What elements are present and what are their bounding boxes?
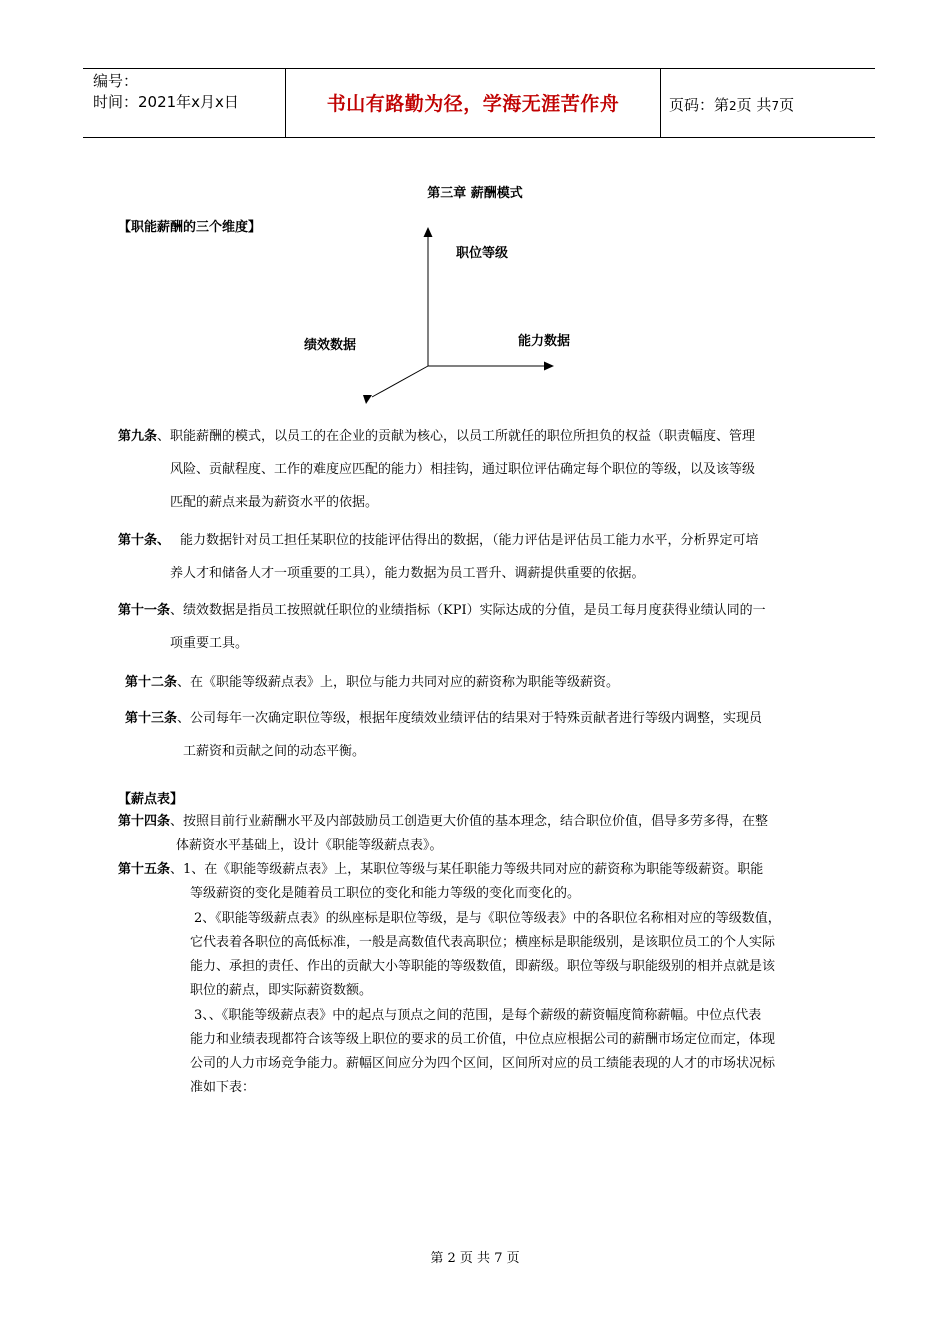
z-axis-arrow-icon (363, 395, 372, 404)
article-label: 第十二条 (125, 675, 178, 690)
article-text: 匹配的薪点来最为薪资水平的依据。 (170, 495, 379, 510)
article-label: 第十一条 (118, 603, 171, 618)
page-header (83, 68, 875, 138)
footer-page-number: 2 (447, 1251, 456, 1266)
article-label: 第十三条 (125, 711, 178, 726)
article-text: 风险、贡献程度、工作的难度应匹配的能力）相挂钩，通过职位评估确定每个职位的等级，以及该等级 (170, 462, 756, 477)
article-text: 养人才和储备人才一项重要的工具），能力数据为员工晋升、调薪提供重要的依据。 (170, 566, 645, 581)
time-label: 时间：2021年x月x日 (93, 93, 239, 111)
section-heading-salary-table: 【薪点表】 (118, 792, 184, 807)
footer-suffix: 页 (506, 1251, 520, 1266)
article-text: 能力数据针对员工担任某职位的技能评估得出的数据，（能力评估是评估员工能力水平，分析界定可培 (180, 533, 759, 548)
page-number: 2 (729, 99, 737, 113)
article-text: 、公司每年一次确定职位等级，根据年度绩效业绩评估的结果对于特殊贡献者进行等级内调整，实现员 (177, 711, 763, 726)
chapter-title: 第三章 薪酬模式 (427, 186, 523, 201)
page-prefix: 页码：第 (669, 96, 730, 114)
article-9 (118, 420, 755, 519)
article-15-item-3 (190, 1004, 775, 1100)
article-label: 第九条 (118, 429, 158, 444)
article-text: 能力和业绩表现都符合该等级上职位的要求的员工价值，中位点应根据公司的薪酬市场定位而定，体现 (190, 1032, 776, 1047)
article-text: 公司的人力市场竞争能力。薪幅区间应分为四个区间，区间所对应的员工绩能表现的人才的市场状况标 (190, 1056, 776, 1071)
z-axis-line (372, 366, 428, 397)
header-divider (660, 69, 661, 137)
y-axis-label: 职位等级 (456, 246, 509, 261)
article-text: 它代表着各职位的高低标准，一般是高数值代表高职位；横座标是职能级别，是该职位员工的个人实际 (190, 935, 776, 950)
article-text: 工薪资和贡献之间的动态平衡。 (183, 744, 366, 759)
section-heading-dimensions: 【职能薪酬的三个维度】 (118, 220, 262, 235)
article-text: 准如下表： (190, 1080, 256, 1095)
article-text: 等级薪资的变化是随着员工职位的变化和能力等级的变化而变化的。 (190, 886, 581, 901)
header-motto: 书山有路勤为径，学海无涯苦作舟 (326, 93, 620, 115)
header-page-indicator (669, 94, 794, 115)
footer-page-total: 7 (494, 1251, 503, 1266)
article-text: 能力、承担的责任、作出的贡献大小等职能的等级数值，即薪级。职位等级与职能级别的相并点就是该 (190, 959, 776, 974)
footer-mid: 页 共 (459, 1251, 491, 1266)
article-12 (125, 666, 619, 699)
page-suffix: 页 (779, 96, 795, 114)
z-axis-label: 绩效数据 (304, 338, 357, 353)
article-10 (118, 524, 759, 590)
article-text: 、1、在《职能等级薪点表》上，某职位等级与某任职能力等级共同对应的薪资称为职能等级薪资。职能 (170, 862, 764, 877)
article-text: 职位的薪点，即实际薪资数额。 (190, 983, 373, 998)
article-text: 、绩效数据是指员工按照就任职位的业绩指标（KPI）实际达成的分值，是员工每月度获得业绩认同的一 (170, 603, 766, 618)
article-label: 第十条、 (118, 533, 171, 548)
article-text: 体薪资水平基础上，设计《职能等级薪点表》。 (176, 838, 443, 853)
x-axis-label: 能力数据 (518, 334, 571, 349)
article-text: 、按照目前行业薪酬水平及内部鼓励员工创造更大价值的基本理念，结合职位价值，倡导多劳多得，在整 (170, 814, 769, 829)
article-text: 3、、《职能等级薪点表》中的起点与顶点之间的范围，是每个薪级的薪资幅度简称薪幅。中位点代表 (194, 1008, 762, 1023)
article-15 (118, 858, 763, 906)
article-13 (125, 702, 762, 768)
y-axis-arrow-icon (424, 227, 433, 237)
x-axis-arrow-icon (544, 362, 554, 371)
article-label: 第十四条 (118, 814, 171, 829)
article-11 (118, 594, 766, 660)
article-15-item-2 (190, 907, 781, 1003)
header-meta (93, 71, 239, 113)
article-text: 2、《职能等级薪点表》的纵座标是职位等级，是与《职位等级表》中的各职位名称相对应的等级数值， (194, 911, 781, 926)
article-text: 、在《职能等级薪点表》上，职位与能力共同对应的薪资称为职能等级薪资。 (177, 675, 620, 690)
article-text: 项重要工具。 (170, 636, 249, 651)
serial-label: 编号： (93, 72, 139, 90)
page-total: 7 (771, 99, 780, 113)
footer-prefix: 第 (430, 1251, 444, 1266)
article-text: 、职能薪酬的模式，以员工的在企业的贡献为核心，以员工所就任的职位所担负的权益（职责幅度、管理 (157, 429, 756, 444)
page-mid: 页 共 (736, 96, 772, 114)
page-footer (0, 1247, 950, 1266)
article-14 (118, 810, 768, 858)
article-label: 第十五条 (118, 862, 171, 877)
